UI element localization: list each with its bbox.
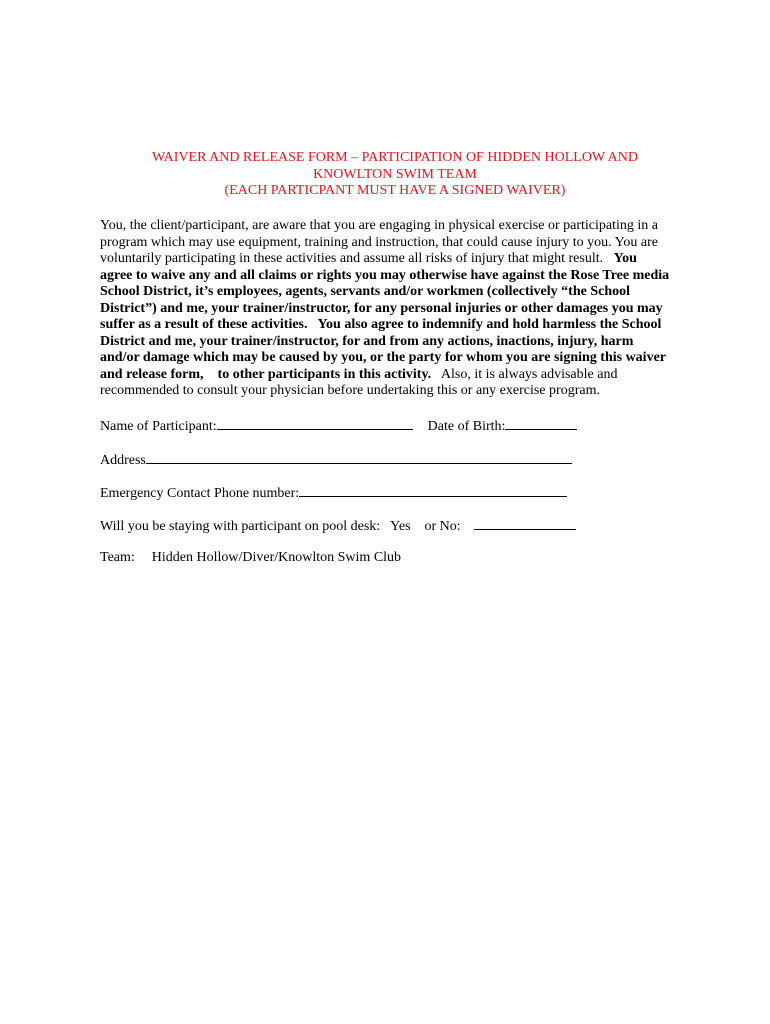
form-title-line-1: WAIVER AND RELEASE FORM – PARTICIPATION OF HIDDEN HOLLOW AND bbox=[152, 150, 638, 165]
form-title bbox=[100, 150, 690, 200]
paragraph-line-10-bold: and release form, to other participants in this activity. bbox=[100, 366, 432, 382]
paragraph-line-4: agree to waive any and all claims or rights you may otherwise have against the Rose Tree media bbox=[100, 267, 670, 283]
waiver-paragraph bbox=[100, 218, 700, 400]
paragraph-line-3-text: voluntarily participating in these activities and assume all risks of injury that might result. bbox=[100, 251, 614, 266]
participant-name-field[interactable] bbox=[217, 417, 413, 430]
form-title-line-3: (EACH PARTICPANT MUST HAVE A SIGNED WAIVER) bbox=[224, 183, 566, 198]
pool-deck-question: Will you be staying with participant on pool desk: Yes or No: bbox=[100, 519, 461, 534]
paragraph-line-6: District”) and me, your trainer/instructor, for any personal injuries or other damages you may bbox=[100, 300, 663, 316]
address-field[interactable] bbox=[146, 451, 572, 464]
team-value: Hidden Hollow/Diver/Knowlton Swim Club bbox=[151, 550, 402, 565]
pool-deck-answer-field[interactable] bbox=[474, 517, 576, 530]
paragraph-line-3 bbox=[100, 251, 700, 268]
paragraph-line-7: suffer as a result of these activities. You also agree to indemnify and hold harmless the School bbox=[100, 317, 662, 332]
paragraph-line-5: School District, it’s employees, agents, servants and/or workmen (collectively “the School bbox=[100, 284, 630, 299]
emergency-contact-row bbox=[100, 484, 567, 503]
address-label: Address bbox=[100, 453, 146, 468]
form-title-line-2: KNOWLTON SWIM TEAM bbox=[313, 166, 477, 182]
paragraph-line-1: You, the client/participant, are aware that you are engaging in physical exercise or participating in a bbox=[100, 218, 658, 233]
date-of-birth-field[interactable] bbox=[505, 417, 577, 430]
date-of-birth-label: Date of Birth: bbox=[427, 419, 506, 434]
paragraph-line-10 bbox=[100, 367, 700, 384]
paragraph-line-3-bold: You bbox=[613, 251, 637, 266]
paragraph-line-9: and/or damage which may be caused by you, or the party for whom you are signing this waiver bbox=[100, 350, 666, 365]
address-row bbox=[100, 451, 572, 470]
participant-name-label: Name of Participant: bbox=[100, 419, 217, 434]
pool-deck-row bbox=[100, 517, 576, 536]
team-row bbox=[100, 550, 401, 567]
paragraph-line-10-text: Also, it is always advisable and bbox=[431, 366, 618, 382]
participant-row bbox=[100, 417, 577, 436]
paragraph-line-2: program which may use equipment, training and instruction, that could cause injury to you. You are bbox=[100, 234, 658, 250]
paragraph-line-11: recommended to consult your physician before undertaking this or any exercise program. bbox=[100, 383, 600, 398]
emergency-contact-field[interactable] bbox=[299, 484, 567, 497]
emergency-contact-label: Emergency Contact Phone number: bbox=[100, 486, 300, 501]
team-label: Team: bbox=[100, 550, 135, 565]
paragraph-line-8: District and me, your trainer/instructor, for and from any actions, inactions, injury, harm bbox=[100, 333, 634, 349]
